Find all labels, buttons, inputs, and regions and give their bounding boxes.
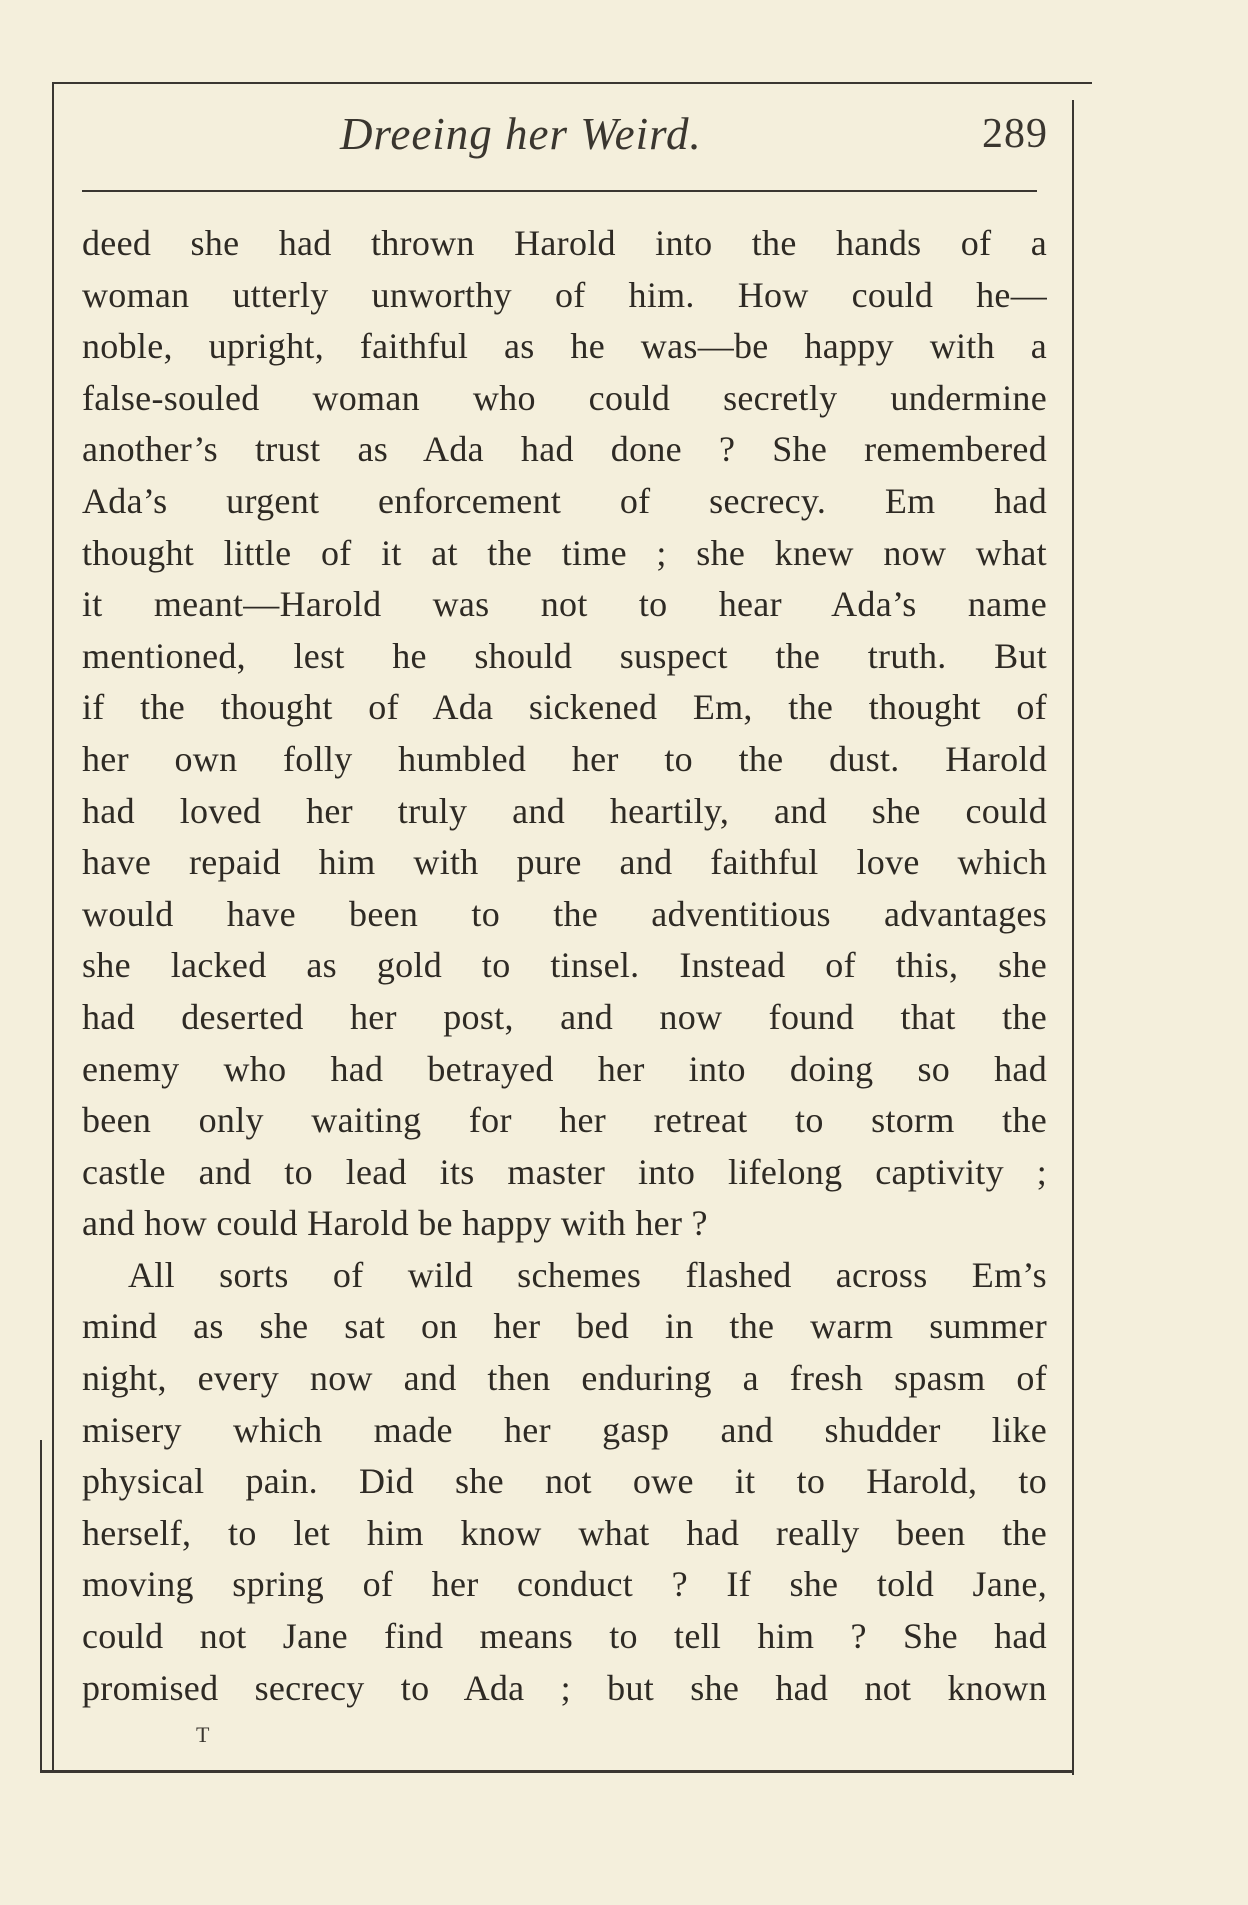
text-line: been only waiting for her retreat to storm the (82, 1100, 1047, 1141)
text-line: another’s trust as Ada had done ? She remembered (82, 429, 1047, 470)
text-line: Ada’s urgent enforcement of secrecy. Em had (82, 480, 1047, 521)
text-line: if the thought of Ada sickened Em, the thought of (82, 687, 1047, 728)
text-line: have repaid him with pure and faithful love which (82, 842, 1047, 883)
text-line: mentioned, lest he should suspect the truth. But (82, 635, 1047, 676)
page-frame-left (52, 82, 54, 1770)
text-line: promised secrecy to Ada ; but she had not known (82, 1667, 1047, 1708)
text-line: deed she had thrown Harold into the hands of a (82, 223, 1047, 263)
text-line: her own folly humbled her to the dust. Harold (82, 738, 1047, 779)
text-line: she lacked as gold to tinsel. Instead of this, she (82, 945, 1047, 986)
text-line: herself, to let him know what had really been the (82, 1512, 1047, 1553)
text-line: castle and to lead its master into lifelong captivity ; (82, 1151, 1047, 1192)
text-line: misery which made her gasp and shudder like (82, 1409, 1047, 1450)
running-head (80, 108, 1050, 168)
text-line: noble, upright, faithful as he was—be happy with a (82, 326, 1047, 367)
page-frame-top (52, 82, 1092, 84)
page-number: 289 (982, 111, 1048, 157)
text-line: it meant—Harold was not to hear Ada’s name (82, 584, 1047, 625)
text-line: moving spring of her conduct ? If she told Jane, (82, 1564, 1047, 1605)
text-line: thought little of it at the time ; she knew now what (82, 532, 1047, 573)
text-line: had deserted her post, and now found that the (82, 996, 1047, 1037)
text-line: could not Jane find means to tell him ? She had (82, 1616, 1047, 1657)
page-frame-bottom (40, 1770, 1074, 1773)
signature-mark: T (196, 1722, 211, 1747)
text-line: enemy who had betrayed her into doing so had (82, 1048, 1047, 1089)
body-text (82, 218, 1047, 1714)
text-line-paragraph-end: and how could Harold be happy with her ? (82, 1203, 708, 1244)
page-frame-left-lower (40, 1440, 42, 1772)
text-line: night, every now and then enduring a fresh spasm of (82, 1358, 1047, 1399)
page-frame-right (1072, 100, 1074, 1775)
running-head-title: Dreeing her Weird. (340, 109, 702, 159)
text-line: false-souled woman who could secretly undermine (82, 377, 1047, 418)
text-line: mind as she sat on her bed in the warm summer (82, 1306, 1047, 1347)
header-rule (82, 190, 1037, 192)
text-line-paragraph-start: All sorts of wild schemes flashed across Em’s (128, 1254, 1047, 1295)
text-line: physical pain. Did she not owe it to Harold, to (82, 1461, 1047, 1502)
text-line: had loved her truly and heartily, and she could (82, 790, 1047, 831)
text-line: would have been to the adventitious advantages (82, 893, 1047, 934)
text-line: woman utterly unworthy of him. How could he— (82, 274, 1047, 315)
